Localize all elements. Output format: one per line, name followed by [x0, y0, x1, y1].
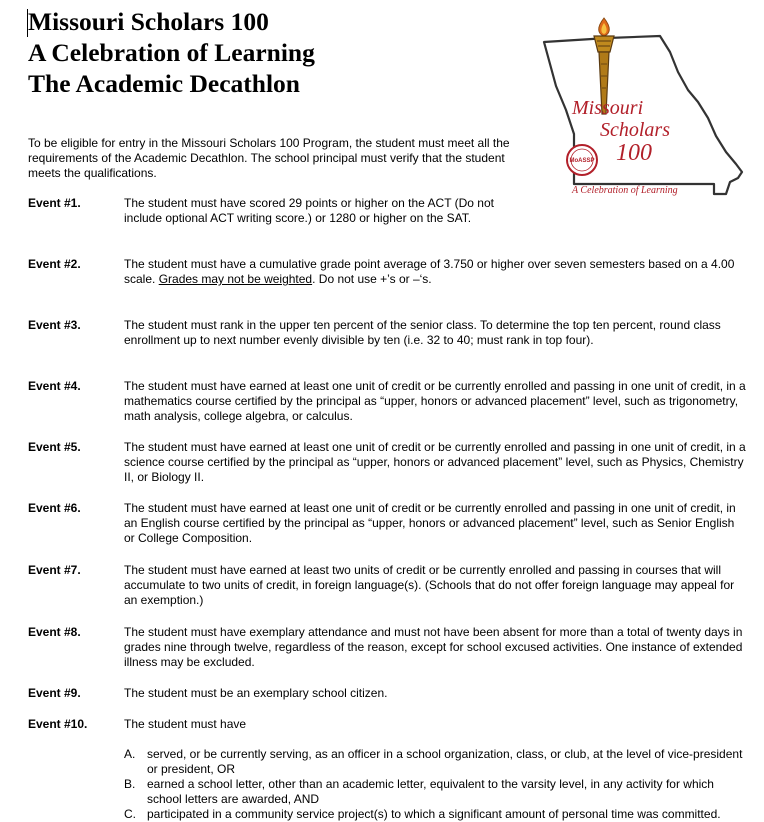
event-item [28, 196, 748, 257]
list-item-letter: B. [124, 777, 136, 791]
event-item [28, 686, 748, 717]
event-item [28, 717, 748, 822]
event-item [28, 501, 748, 563]
title-line-2: A Celebration of Learning [28, 38, 315, 67]
event-label: Event #2. [28, 257, 81, 271]
page-title [28, 6, 315, 99]
list-item-text: served, or be currently serving, as an officer in a school organization, class, or club, at the level of vice-president or president, OR [147, 747, 743, 776]
event-item [28, 318, 748, 379]
event-text: The student must have earned at least one unit of credit or be currently enrolled and passing in one unit of credit, in a science course certified by the principal as “upper, honors or advanced placement” level, such as Physics, Chemistry II, or Biology II. [124, 440, 746, 484]
event-text: The student must have earned at least two units of credit or be currently enrolled and passing in courses that will accumulate to two units of credit, in foreign language(s). (Schools that do not offer foreign language may appeal for an exemption.) [124, 563, 735, 607]
event-text-part: The student must have a cumulative grade point average of 3.750 or higher over seven semesters based on a 4.00 scale. [124, 257, 735, 286]
event-label: Event #5. [28, 440, 81, 454]
event-label: Event #4. [28, 379, 81, 393]
event-text: The student must have earned at least one unit of credit or be currently enrolled and passing in one unit of credit, in an English course certified by the principal as “upper, honors or advanced placement” level, such as Senior English or College Composition. [124, 501, 736, 545]
event-text: The student must have scored 29 points or higher on the ACT (Do not include optional ACT writing score.) or 1280 or higher on the SAT. [124, 196, 494, 225]
event-text [124, 257, 748, 287]
logo-word-missouri: Missouri [572, 97, 644, 119]
event-text: The student must have earned at least one unit of credit or be currently enrolled and passing in one unit of credit, in a mathematics course certified by the principal as “upper, honors or advanced placement” level, such as trigonometry, math analysis, college algebra, or calculus. [124, 379, 746, 423]
event-text: The student must be an exemplary school citizen. [124, 686, 388, 700]
event-label: Event #6. [28, 501, 81, 515]
list-item [124, 807, 748, 822]
moassp-badge [567, 145, 597, 175]
list-item-text: earned a school letter, other than an academic letter, equivalent to the varsity level, in any activity for which school letters are awarded, AND [147, 777, 714, 806]
events-list [28, 196, 748, 822]
event-item [28, 257, 748, 318]
intro-paragraph: To be eligible for entry in the Missouri Scholars 100 Program, the student must meet all the requirements of the Academic Decathlon. The school principal must verify that the student meets the qualifications. [28, 136, 510, 180]
event-text: The student must have exemplary attendance and must not have been absent for more than a total of twenty days in grades nine through twelve, regardless of the reason, except for school excused activities. One instance of extended illness may be excluded. [124, 625, 743, 669]
logo-word-scholars: Scholars [600, 119, 670, 141]
list-item-text: participated in a community service project(s) to which a significant amount of personal time was committed. [147, 807, 721, 821]
event-label: Event #8. [28, 625, 81, 639]
title-line-3: The Academic Decathlon [28, 69, 300, 98]
moassp-badge-label: MoASSP [569, 158, 595, 164]
event-item [28, 625, 748, 686]
event-text: The student must have [124, 717, 247, 731]
list-item [124, 777, 748, 807]
event-text-underlined: Grades may not be weighted [158, 272, 313, 286]
title-line-1: Missouri Scholars 100 [28, 7, 269, 36]
event-item [28, 440, 748, 501]
list-item [124, 747, 748, 777]
event-text: The student must rank in the upper ten percent of the senior class. To determine the top ten percent, round class enrollment up to next number evenly divisible by ten (i.e. 32 to 40; must rank in top four). [124, 318, 721, 347]
event-label: Event #10. [28, 717, 88, 731]
event-label: Event #3. [28, 318, 81, 332]
list-item-letter: C. [124, 807, 136, 821]
logo-tagline: A Celebration of Learning [572, 185, 678, 196]
event-text-part: . Do not use +’s or –‘s. [312, 272, 432, 286]
event10-sublist [124, 747, 748, 822]
event-label: Event #7. [28, 563, 81, 577]
event-item [28, 379, 748, 440]
event-item [28, 563, 748, 625]
event-label: Event #9. [28, 686, 81, 700]
list-item-letter: A. [124, 747, 136, 761]
event-label: Event #1. [28, 196, 81, 210]
logo-number-100: 100 [616, 140, 652, 166]
missouri-scholars-logo [538, 14, 754, 204]
